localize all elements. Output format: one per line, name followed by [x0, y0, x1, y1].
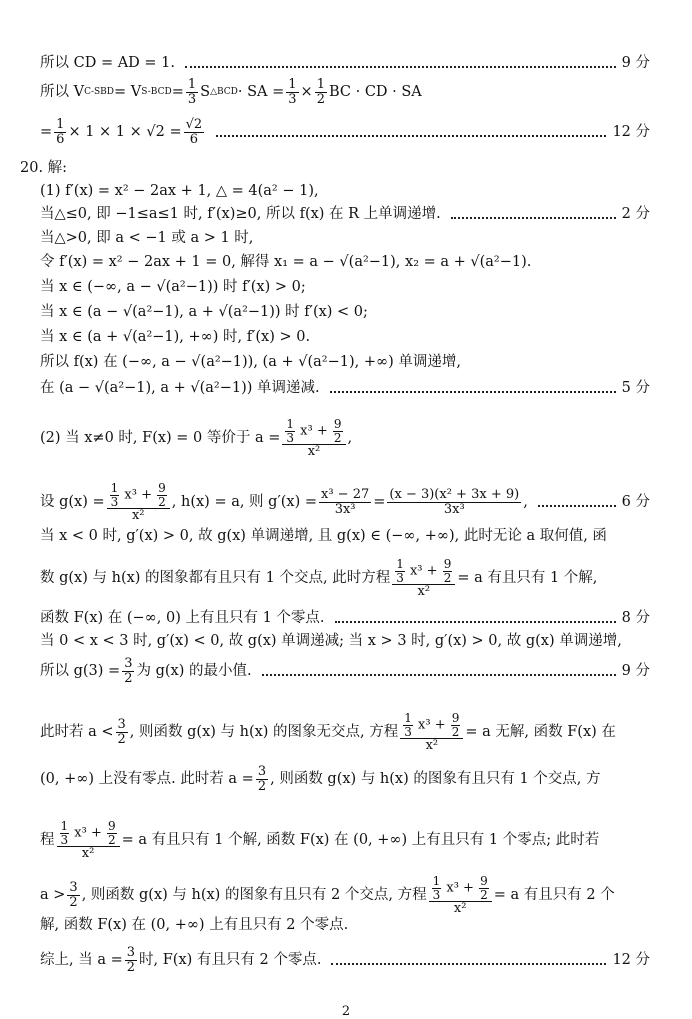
text: 数 g(x) 与 h(x) 的图象都有且只有 1 个交点, 此时方程	[40, 570, 391, 587]
numerator: 3	[257, 764, 267, 779]
text: 当 0 < x < 3 时, g′(x) < 0, 故 g(x) 单调递减; 当 x > 3 时, g′(x) > 0, 故 g(x) 单调递增,	[40, 633, 622, 649]
text: 所以 g(3) =	[40, 663, 121, 680]
fraction	[282, 418, 345, 459]
denominator: 2	[443, 570, 452, 585]
numerator	[107, 482, 170, 509]
numerator: 1	[396, 557, 404, 571]
text: = a 有且只有 1 个解,	[457, 570, 598, 587]
line-interval-2	[40, 304, 650, 321]
denominator: 3	[187, 92, 197, 108]
line-increasing	[40, 354, 650, 371]
text: x³ +	[120, 487, 157, 503]
line-roots	[40, 254, 650, 271]
subscript: △BCD	[210, 87, 238, 98]
fraction	[107, 482, 170, 523]
fraction	[116, 718, 128, 748]
denominator: x²	[131, 508, 145, 524]
text: x³ +	[405, 563, 442, 579]
numerator: √2	[185, 117, 203, 132]
numerator: 9	[107, 819, 116, 833]
numerator: 9	[158, 481, 166, 495]
text: 解, 函数 F(x) 在 (0, +∞) 上有且只有 2 个零点.	[40, 917, 349, 933]
line-zero-negative	[40, 610, 650, 627]
line-part-2	[40, 418, 650, 459]
line-equation-one-solution	[40, 820, 650, 861]
text: , h(x) = a, 则 g′(x) =	[171, 494, 317, 511]
denominator: 2	[124, 671, 133, 687]
denominator: x²	[307, 444, 321, 460]
line-case-2	[40, 230, 650, 247]
numerator: 1	[60, 819, 69, 833]
fraction	[429, 875, 492, 916]
denominator: x²	[81, 846, 95, 862]
numerator: 9	[333, 417, 342, 431]
numerator	[392, 558, 455, 585]
text: 所以 f(x) 在 (−∞, a − √(a²−1)), (a + √(a²−1), +∞) 单调递增,	[40, 354, 461, 370]
text: , 则函数 g(x) 与 h(x) 的图象无交点, 方程	[129, 724, 399, 741]
numerator: 9	[480, 874, 488, 888]
numerator: 1	[110, 481, 119, 495]
subscript: S-BCD	[141, 87, 172, 98]
denominator: 3	[396, 570, 404, 585]
fraction	[395, 558, 405, 584]
fraction	[107, 820, 117, 846]
denominator: 3	[110, 494, 119, 509]
text: (2) 当 x≠0 时, F(x) = 0 等价于 a =	[40, 430, 281, 447]
denominator: 2	[333, 430, 342, 445]
fraction	[285, 418, 295, 444]
problem-20-heading	[20, 160, 650, 177]
text: = a 无解, 函数 F(x) 在	[465, 724, 616, 741]
line-volume	[40, 78, 650, 108]
denominator: 3	[288, 92, 297, 108]
denominator: 3x³	[334, 502, 356, 518]
line-cd-ad	[40, 55, 650, 72]
fraction	[57, 820, 120, 861]
fraction	[479, 875, 489, 901]
text: =	[373, 494, 386, 511]
line-interval-3	[40, 329, 650, 346]
line-a-greater	[40, 875, 650, 916]
denominator: 2	[117, 732, 126, 748]
line-volume-result	[40, 118, 650, 148]
fraction	[184, 118, 205, 148]
numerator: (x − 3)(x² + 3x + 9)	[389, 486, 520, 502]
line-one-intersection	[40, 558, 650, 599]
score: 12 分	[612, 952, 650, 969]
dot-leader	[451, 217, 616, 219]
denominator: 3x³	[443, 502, 465, 518]
text: a >	[40, 887, 66, 904]
text: =	[171, 84, 184, 101]
fraction	[60, 820, 70, 846]
denominator: x²	[425, 738, 439, 754]
fraction	[443, 558, 453, 584]
score: 2 分	[621, 206, 650, 222]
text: (1) f′(x) = x² − 2ax + 1, △ = 4(a² − 1),	[40, 183, 319, 199]
numerator	[282, 418, 345, 445]
numerator: 1	[432, 874, 441, 888]
denominator: 2	[451, 724, 460, 739]
line-a-less	[40, 712, 650, 753]
text: = V	[114, 84, 142, 101]
dot-leader	[330, 391, 616, 393]
fraction	[451, 712, 461, 738]
line-define-g	[40, 482, 650, 523]
text: 当 x ∈ (−∞, a − √(a²−1)) 时 f′(x) > 0;	[40, 279, 306, 295]
line-two-zeros	[40, 917, 650, 934]
numerator: 1	[286, 417, 295, 431]
fraction	[122, 657, 134, 687]
score: 8 分	[621, 610, 650, 626]
text: 当 x < 0 时, g′(x) > 0, 故 g(x) 单调递增, 且 g(x) ∈ (−∞, +∞), 此时无论 a 取何值, 函	[40, 528, 607, 544]
text: · SA =	[237, 84, 285, 101]
text: 20. 解:	[20, 160, 68, 176]
numerator: 1	[316, 77, 325, 92]
denominator: 2	[69, 895, 78, 911]
dot-leader	[335, 621, 616, 623]
text: 当△≤0, 即 −1≤a≤1 时, f′(x)≥0, 所以 f(x) 在 R 上单调递增.	[40, 206, 441, 222]
line-interval-1	[40, 279, 650, 296]
fraction	[157, 482, 167, 508]
fraction	[319, 488, 371, 518]
fraction	[315, 78, 327, 108]
numerator: 1	[404, 711, 412, 725]
fraction	[400, 712, 463, 753]
text: 综上, 当 a =	[40, 952, 123, 969]
denominator: 2	[126, 960, 136, 976]
numerator	[429, 875, 492, 902]
text: , 则函数 g(x) 与 h(x) 的图象有且只有 2 个交点, 方程	[81, 887, 427, 904]
text: (0, +∞) 上没有零点. 此时若 a =	[40, 771, 254, 788]
fraction	[333, 418, 343, 444]
text: ,	[523, 494, 528, 511]
denominator: 2	[158, 494, 166, 509]
numerator: 1	[288, 77, 297, 92]
dot-leader	[262, 674, 616, 676]
text: x³ +	[70, 825, 106, 841]
score: 12 分	[612, 124, 650, 141]
text: 所以 CD = AD = 1.	[40, 55, 175, 71]
line-conclusion	[40, 946, 650, 976]
numerator	[400, 712, 463, 739]
numerator: 3	[124, 656, 133, 671]
fraction	[392, 558, 455, 599]
numerator: 3	[117, 716, 126, 732]
dot-leader	[331, 963, 606, 965]
text: x³ +	[442, 880, 479, 896]
fraction	[67, 881, 79, 911]
text: ×	[300, 84, 313, 101]
fraction	[110, 482, 120, 508]
denominator: 2	[257, 779, 267, 795]
numerator: 1	[56, 117, 65, 132]
text: 当 x ∈ (a − √(a²−1), a + √(a²−1)) 时 f′(x) < 0;	[40, 304, 368, 320]
denominator: 2	[480, 887, 488, 902]
denominator: 3	[404, 724, 412, 739]
numerator: 3	[69, 879, 78, 895]
numerator: 9	[451, 711, 460, 725]
line-x-negative	[40, 528, 650, 545]
text: , 则函数 g(x) 与 h(x) 的图象有且只有 1 个交点, 方	[270, 771, 601, 788]
fraction	[256, 765, 268, 795]
text: 时, F(x) 有且只有 2 个零点.	[139, 952, 322, 969]
numerator: 3	[126, 945, 136, 960]
subscript: C-SBD	[84, 87, 115, 98]
fraction	[125, 946, 137, 976]
denominator: 2	[107, 832, 116, 847]
denominator: 6	[56, 132, 65, 148]
denominator: 3	[60, 832, 69, 847]
dot-leader	[538, 505, 616, 507]
line-minimum	[40, 657, 650, 687]
fraction	[432, 875, 442, 901]
numerator: 1	[187, 77, 197, 92]
text: 此时若 a <	[40, 724, 114, 741]
denominator: x²	[453, 901, 467, 917]
fraction	[286, 78, 298, 108]
line-case-1	[40, 206, 650, 223]
text: 在 (a − √(a²−1), a + √(a²−1)) 单调递减.	[40, 380, 320, 396]
fraction	[403, 712, 413, 738]
text: = a 有且只有 2 个	[493, 887, 615, 904]
numerator	[57, 820, 120, 847]
text: ,	[347, 430, 353, 447]
denominator: 3	[432, 887, 441, 902]
score: 9 分	[621, 663, 650, 680]
dot-leader	[216, 135, 606, 137]
text: 当 x ∈ (a + √(a²−1), +∞) 时, f′(x) > 0.	[40, 329, 311, 345]
denominator: 6	[189, 132, 199, 148]
line-derivative	[40, 183, 650, 200]
dot-leader	[185, 66, 616, 68]
score: 9 分	[621, 55, 650, 71]
text: 程	[40, 832, 55, 849]
line-decreasing	[40, 380, 650, 397]
line-a-equal	[40, 765, 650, 795]
fraction	[186, 78, 198, 108]
score: 5 分	[621, 380, 650, 396]
fraction	[54, 118, 66, 148]
text: 令 f′(x) = x² − 2ax + 1 = 0, 解得 x₁ = a − √(a²−1), x₂ = a + √(a²−1).	[40, 254, 532, 270]
text: 设 g(x) =	[40, 494, 105, 511]
text: S	[200, 84, 211, 101]
text: 当△>0, 即 a < −1 或 a > 1 时,	[40, 230, 254, 246]
text: 为 g(x) 的最小值.	[136, 663, 252, 680]
numerator: x³ − 27	[321, 486, 370, 502]
text: 函数 F(x) 在 (−∞, 0) 上有且只有 1 个零点.	[40, 610, 325, 626]
text: x³ +	[413, 717, 450, 733]
text: × 1 × 1 × √2 =	[68, 124, 182, 141]
numerator: 9	[443, 557, 452, 571]
text: 所以 V	[40, 84, 85, 101]
text: x³ +	[296, 423, 332, 439]
text: BC · CD · SA	[328, 84, 422, 101]
score: 6 分	[621, 494, 650, 511]
fraction	[387, 488, 521, 518]
page-number: 2	[341, 1004, 351, 1019]
text: =	[40, 124, 53, 141]
text: = a 有且只有 1 个解, 函数 F(x) 在 (0, +∞) 上有且只有 1 个零点; 此时若	[121, 832, 600, 849]
denominator: 2	[316, 92, 325, 108]
denominator: x²	[417, 584, 431, 600]
line-monotonic	[40, 633, 650, 650]
denominator: 3	[286, 430, 295, 445]
